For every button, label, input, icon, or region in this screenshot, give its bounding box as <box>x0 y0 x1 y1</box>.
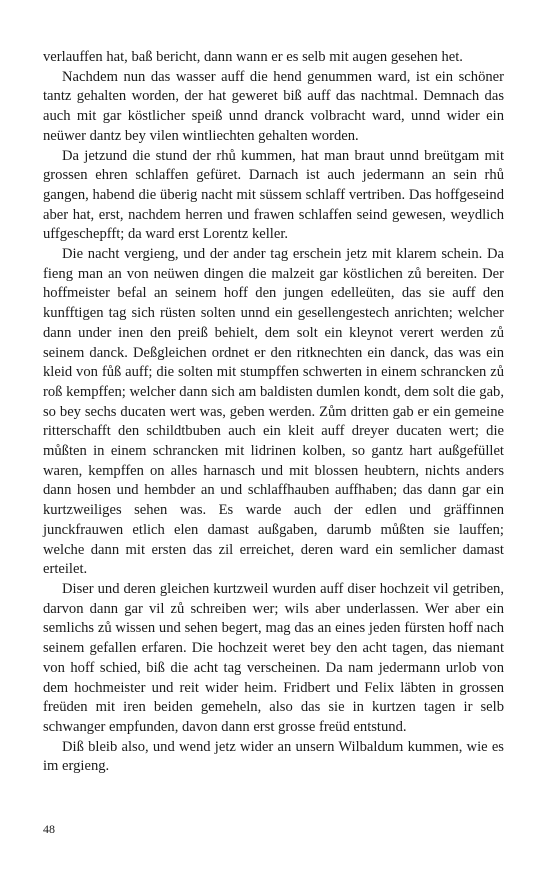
body-text <box>43 48 504 777</box>
paragraph-1: verlauffen hat, baß bericht, dann wann er es selb mit augen gesehen het. <box>43 49 463 65</box>
paragraph-6: Diß bleib also, und wend jetz wider an unsern Wilbaldum kummen, wie es im ergieng. <box>43 738 504 775</box>
page-number: 48 <box>43 822 55 836</box>
paragraph-5: Diser und deren gleichen kurtzweil wurden auff diser hochzeit vil getriben, darvon dann gar vil zů schreiben wer; wils aber underlassen. Wer aber ein semlichs zů wissen und sehen begert, mag das an eines jeden fürsten hoff nach seinem gefallen erfaren. Die hochzeit weret bey den acht tagen, das niemant von hoff schied, biß die acht tag verscheinen. Da nam jedermann urlob von dem hochmeister und reit wider heim. Fridbert und Felix läbten in grossen freüden mit iren beiden gemeheln, also das sie in kurtzen tagen ir selb schwanger empfunden, davon dann erst grosse freüd entstund. <box>43 580 504 735</box>
paragraph-4: Die nacht vergieng, und der ander tag erschein jetz mit klarem schein. Da fieng man an von neüwen dingen die malzeit gar köstlichen zů bereiten. Der hoffmeister befal an seinem hoff den jungen edelleüten, das sie auff den kunfftigen tag sich rüsten solten unnd ein gesellengestech anrichten; welcher dann under inen den preiß behielt, dem solt ein kleynot verert werden zů seinem danck. Deßgleichen ordnet er den ritknechten ein danck, das was ein kleid von fůß auff; die solten mit stumpffen schwerten in einem schrancken zů roß kempffen; welcher dann sich am baldisten dumlen kondt, dem solt die gab, so bey sechs ducaten wert was, geben werden. Zům dritten gab er ein gemeine ritterschafft den schildtbuben auch ein kleit auff dreyer ducaten wert; die můßten in einem schrancken mit lidrinen kolben, so gantz hart außgefüllet waren, kempffen on alles harnasch und mit blossen heubtern, nichts anders dann hosen und hembder an und schlaffhauben auffhaben; das dann gar ein kurtzweiliges sehen was. Es warde auch der edlen und gräffinnen junckfrauwen etlich elen damast außgaben, darumb můßten sie lauffen; welche dann mit ersten das zil erreichet, deren ward ein semlicher damast erteilet. <box>43 246 504 578</box>
paragraph-3: Da jetzund die stund der rhů kummen, hat man braut unnd breütgam mit grossen ehren schlaffen gefüret. Darnach ist auch jedermann an sein rhů gangen, habend die überig nacht mit süssem schlaff vertriben. Das hoffgeseind aber hat, erst, nachdem herren und frawen schlaffen seind gewesen, weydlich uffgeschepfft; da ward erst Lorentz keller. <box>43 147 504 243</box>
paragraph-2: Nachdem nun das wasser auff die hend genummen ward, ist ein schöner tantz gehalten worden, der hat geweret biß auff das nachtmal. Demnach das auch mit gar köstlicher speiß unnd dranck volbracht ward, unnd wider ein neüwer dantz bey vilen wintliechten gehalten worden. <box>43 68 504 144</box>
